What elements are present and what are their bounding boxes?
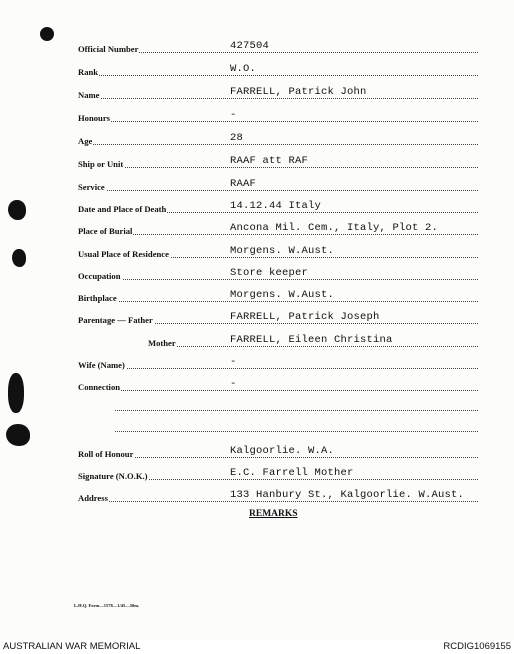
field-name bbox=[78, 83, 478, 103]
field-rank bbox=[78, 60, 478, 80]
dotted-leader bbox=[78, 75, 478, 76]
connection-blank-line bbox=[115, 431, 478, 432]
dotted-leader bbox=[78, 167, 478, 168]
field-parentage-father bbox=[78, 308, 478, 328]
field-value: RAAF att RAF bbox=[230, 155, 309, 167]
dotted-leader bbox=[78, 301, 478, 302]
field-value: Morgens. W.Aust. bbox=[230, 245, 335, 257]
punch-hole-mark bbox=[8, 200, 26, 220]
field-value: E.C. Farrell Mother bbox=[230, 467, 354, 479]
field-wife-name bbox=[78, 353, 478, 373]
dotted-leader bbox=[78, 457, 478, 458]
dotted-leader bbox=[78, 368, 478, 369]
field-label: Occupation bbox=[78, 271, 121, 281]
punch-hole-mark bbox=[6, 424, 30, 446]
field-label: Official Number bbox=[78, 44, 139, 54]
field-label: Birthplace bbox=[78, 293, 117, 303]
dotted-leader bbox=[78, 98, 478, 99]
field-label: Service bbox=[78, 182, 105, 192]
field-value: W.O. bbox=[230, 63, 257, 75]
field-value: Ancona Mil. Cem., Italy, Plot 2. bbox=[230, 222, 439, 234]
punch-hole-mark bbox=[8, 373, 24, 413]
dotted-leader bbox=[78, 279, 478, 280]
field-age bbox=[78, 129, 478, 149]
field-label: Connection bbox=[78, 382, 121, 392]
dotted-leader bbox=[78, 234, 478, 235]
field-signature-nok bbox=[78, 464, 478, 484]
field-value: Store keeper bbox=[230, 267, 309, 279]
field-place-of-burial bbox=[78, 219, 478, 239]
field-value: 427504 bbox=[230, 40, 270, 52]
field-label: Usual Place of Residence bbox=[78, 249, 169, 259]
field-value: 28 bbox=[230, 132, 244, 144]
field-connection bbox=[78, 375, 478, 395]
dotted-leader bbox=[78, 144, 478, 145]
field-label: Wife (Name) bbox=[78, 360, 125, 370]
field-value: 14.12.44 Italy bbox=[230, 200, 322, 212]
field-occupation bbox=[78, 264, 478, 284]
form-print-code: L.H.Q. Form—1578—1/45—50m. bbox=[74, 603, 140, 608]
field-label: Date and Place of Death bbox=[78, 204, 167, 214]
footer-record-id: RCDIG1069155 bbox=[443, 641, 511, 652]
field-value: FARRELL, Patrick Joseph bbox=[230, 311, 380, 323]
field-label: Parentage — Father bbox=[78, 315, 153, 325]
punch-hole-mark bbox=[40, 27, 54, 41]
field-birthplace bbox=[78, 286, 478, 306]
field-label: Signature (N.O.K.) bbox=[78, 471, 148, 481]
dotted-leader bbox=[78, 121, 478, 122]
field-value: FARRELL, Eileen Christina bbox=[230, 334, 393, 346]
dotted-leader bbox=[78, 501, 478, 502]
field-roll-of-honour bbox=[78, 442, 478, 462]
field-value: - bbox=[230, 109, 237, 121]
connection-blank-line bbox=[115, 410, 478, 411]
field-value: Kalgoorlie. W.A. bbox=[230, 445, 335, 457]
dotted-leader bbox=[78, 390, 478, 391]
field-value: - bbox=[230, 356, 237, 368]
field-usual-residence bbox=[78, 242, 478, 262]
field-label: Rank bbox=[78, 67, 99, 77]
field-value: RAAF bbox=[230, 178, 257, 190]
field-value: FARRELL, Patrick John bbox=[230, 86, 367, 98]
field-ship-or-unit bbox=[78, 152, 478, 172]
field-label: Roll of Honour bbox=[78, 449, 134, 459]
field-label: Honours bbox=[78, 113, 110, 123]
field-label: Mother bbox=[148, 338, 176, 348]
field-label: Age bbox=[78, 136, 93, 146]
punch-hole-mark bbox=[12, 249, 26, 267]
footer-institution: AUSTRALIAN WAR MEMORIAL bbox=[3, 641, 141, 652]
field-date-place-death bbox=[78, 197, 478, 217]
field-official-number bbox=[78, 37, 478, 57]
field-value: - bbox=[230, 378, 237, 390]
field-address bbox=[78, 486, 478, 506]
field-value: Morgens. W.Aust. bbox=[230, 289, 335, 301]
remarks-heading: REMARKS bbox=[249, 509, 298, 519]
archive-footer bbox=[0, 640, 514, 654]
field-label: Name bbox=[78, 90, 100, 100]
field-label: Address bbox=[78, 493, 108, 503]
field-label: Ship or Unit bbox=[78, 159, 124, 169]
field-value: 133 Hanbury St., Kalgoorlie. W.Aust. bbox=[230, 489, 465, 501]
dotted-leader bbox=[148, 346, 478, 347]
field-label: Place of Burial bbox=[78, 226, 133, 236]
field-honours bbox=[78, 106, 478, 126]
dotted-leader bbox=[78, 190, 478, 191]
field-parentage-mother bbox=[78, 331, 478, 351]
field-service bbox=[78, 175, 478, 195]
